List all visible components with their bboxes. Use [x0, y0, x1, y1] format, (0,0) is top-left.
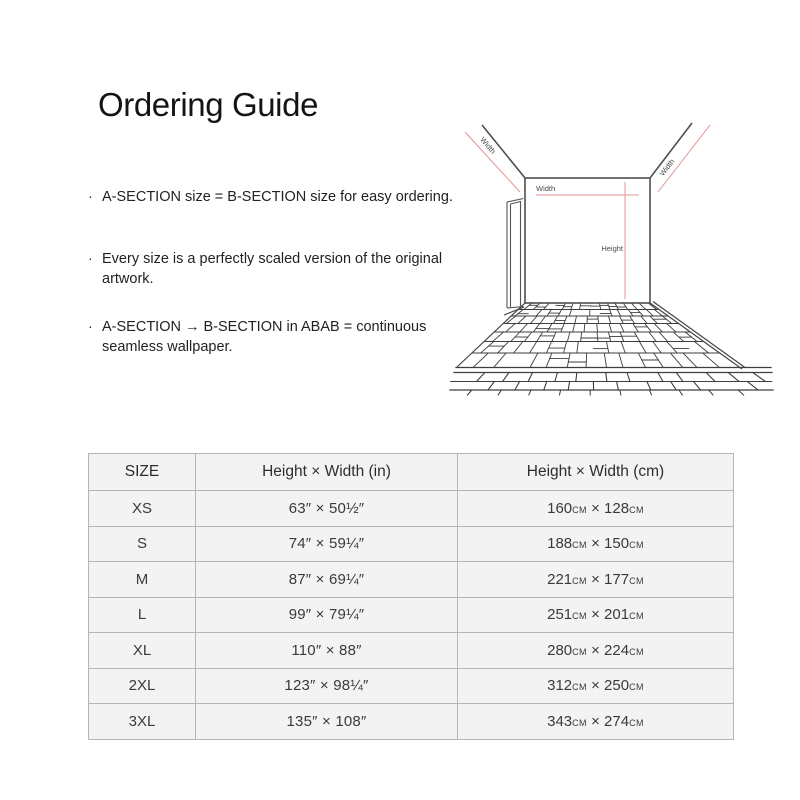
- size-table: [88, 453, 734, 740]
- cm-value: 177: [604, 570, 630, 588]
- inches-cell: 123″ × 98¼″: [196, 668, 458, 704]
- room-walls: [482, 123, 692, 303]
- tile-line: [728, 373, 739, 382]
- cm-unit: CM: [572, 717, 587, 728]
- tile-line: [584, 324, 585, 333]
- tile-line: [597, 332, 598, 342]
- tile-line: [493, 332, 504, 342]
- tile-line: [547, 324, 552, 333]
- tile-line: [627, 373, 630, 382]
- back-wall: [525, 178, 650, 303]
- cm-value: 188: [547, 535, 573, 553]
- cm-unit: CM: [629, 611, 644, 622]
- tile-line: [564, 316, 567, 324]
- tile-line: [518, 316, 526, 324]
- tile-line: [617, 382, 619, 391]
- cm-unit: CM: [572, 575, 587, 586]
- tile-line: [606, 373, 607, 382]
- cm-cell: 343CM × 274CM: [458, 704, 734, 740]
- tile-line: [552, 332, 556, 342]
- tile-line: [520, 324, 528, 333]
- cm-cell: 251CM × 201CM: [458, 597, 734, 633]
- cm-unit: CM: [572, 682, 587, 693]
- bullet-item: [88, 250, 483, 289]
- bullet-text: A-SECTION size = B-SECTION size for easy ordering.: [102, 189, 453, 205]
- tile-line: [575, 316, 577, 324]
- tile-line: [586, 353, 587, 368]
- header-cell-size: SIZE: [89, 454, 196, 491]
- table-row: [89, 491, 734, 527]
- tile-line: [694, 382, 701, 391]
- cm-unit: CM: [629, 646, 644, 657]
- tile-line: [546, 353, 552, 368]
- tile-line: [503, 373, 509, 382]
- tile-line: [467, 390, 472, 395]
- cm-unit: CM: [629, 540, 644, 551]
- tile-line: [666, 324, 676, 333]
- table-row: [89, 668, 734, 704]
- size-cell: M: [89, 562, 196, 598]
- cm-value: 312: [547, 677, 573, 695]
- table-row: [89, 526, 734, 562]
- cm-value: 251: [547, 606, 573, 624]
- cm-unit: CM: [572, 646, 587, 657]
- tile-line: [528, 373, 533, 382]
- tile-line: [633, 324, 639, 333]
- tile-line: [623, 303, 628, 310]
- cm-cell: 312CM × 250CM: [458, 668, 734, 704]
- width-label-ceiling-right: Width: [657, 157, 677, 178]
- tile-line: [658, 373, 663, 382]
- header-cell-cm: Height × Width (cm): [458, 454, 734, 491]
- cm-unit: CM: [572, 504, 587, 515]
- cm-value: 343: [547, 712, 573, 730]
- size-cell: S: [89, 526, 196, 562]
- tile-line: [576, 373, 577, 382]
- tile-line: [530, 353, 538, 368]
- tile-line: [607, 342, 609, 354]
- tile-line: [609, 324, 612, 333]
- tile-line: [524, 303, 532, 310]
- bullet-item: [88, 188, 483, 208]
- cm-value: 250: [604, 677, 630, 695]
- bullet-dot: ·: [88, 319, 93, 335]
- tile-line: [650, 316, 658, 324]
- tile-line: [568, 382, 569, 391]
- size-cell: 2XL: [89, 668, 196, 704]
- tile-line: [577, 342, 579, 354]
- tile-line: [498, 390, 501, 395]
- tile-line: [647, 382, 651, 391]
- cm-unit: CM: [629, 717, 644, 728]
- tile-line: [679, 390, 682, 395]
- tile-line: [620, 324, 624, 333]
- tile-line: [540, 316, 546, 324]
- tile-line: [604, 353, 606, 368]
- cm-unit: CM: [572, 611, 587, 622]
- table-body: [89, 491, 734, 740]
- inches-cell: 99″ × 79¼″: [196, 597, 458, 633]
- room-illustration: [440, 105, 785, 400]
- tile-line: [514, 342, 523, 354]
- width-label-ceiling-left: Width: [478, 135, 498, 156]
- cm-value: 280: [547, 641, 573, 659]
- tile-line: [553, 316, 557, 324]
- tile-line: [620, 390, 621, 395]
- tile-line: [646, 310, 653, 317]
- tile-line: [631, 303, 637, 310]
- bullet-text: Every size is a perfectly scaled version of the original artwork.: [102, 251, 443, 287]
- tile-line: [533, 324, 539, 333]
- cm-value: 274: [604, 712, 630, 730]
- cm-value: 221: [547, 570, 573, 588]
- size-cell: XL: [89, 633, 196, 669]
- cm-value: 150: [604, 535, 630, 553]
- inches-cell: 63″ × 50½″: [196, 491, 458, 527]
- tile-line: [598, 316, 599, 324]
- tile-line: [544, 303, 550, 310]
- inches-cell: 87″ × 69¼″: [196, 562, 458, 598]
- tile-line: [569, 310, 571, 317]
- tile-line: [645, 324, 652, 333]
- tile-line: [546, 342, 551, 354]
- tile-line: [477, 373, 485, 382]
- tile-line: [544, 382, 547, 391]
- tile-line: [610, 310, 612, 317]
- tile-line: [597, 324, 598, 333]
- bullet-text: A-SECTION → B-SECTION in ABAB = continuous seamless wallpaper.: [102, 319, 427, 355]
- tile-line: [560, 390, 561, 395]
- floor-tiles: [450, 303, 773, 395]
- door: [507, 199, 524, 309]
- size-cell: 3XL: [89, 704, 196, 740]
- height-label: Height: [601, 244, 623, 253]
- cm-value: 224: [604, 641, 630, 659]
- table-header-row: [89, 454, 734, 491]
- header-cell-inches: Height × Width (in): [196, 454, 458, 491]
- tile-line: [753, 373, 766, 382]
- tile-line: [738, 390, 744, 395]
- table-row: [89, 597, 734, 633]
- tile-line: [537, 332, 543, 342]
- tile-line: [530, 316, 537, 324]
- cm-unit: CM: [629, 504, 644, 515]
- tile-line: [536, 310, 542, 317]
- cm-value: 128: [604, 499, 630, 517]
- tile-line: [567, 353, 570, 368]
- tile-line: [555, 373, 558, 382]
- tile-line: [671, 382, 677, 391]
- bullet-dot: ·: [88, 189, 93, 205]
- tile-line: [567, 332, 570, 342]
- width-label-wall: Width: [536, 184, 556, 193]
- bullet-item: [88, 318, 483, 357]
- table-row: [89, 633, 734, 669]
- tile-line: [506, 324, 516, 333]
- tile-line: [473, 353, 488, 368]
- inches-cell: 110″ × 88″: [196, 633, 458, 669]
- size-cell: L: [89, 597, 196, 633]
- tile-line: [653, 342, 662, 354]
- inches-cell: 74″ × 59¼″: [196, 526, 458, 562]
- tile-line: [581, 332, 582, 342]
- tile-line: [667, 342, 678, 354]
- tile-line: [683, 353, 697, 368]
- tile-line: [659, 332, 668, 342]
- tile-line: [494, 353, 507, 368]
- cm-unit: CM: [629, 575, 644, 586]
- tile-line: [706, 373, 715, 382]
- tile-line: [634, 332, 640, 342]
- cm-cell: 160CM × 128CM: [458, 491, 734, 527]
- size-cell: XS: [89, 491, 196, 527]
- tile-line: [529, 390, 531, 395]
- tile-line: [747, 382, 758, 391]
- cm-value: 160: [547, 499, 573, 517]
- tile-line: [561, 324, 564, 333]
- table-row: [89, 562, 734, 598]
- tile-line: [619, 353, 623, 368]
- tile-line: [676, 373, 683, 382]
- tile-line: [564, 342, 567, 354]
- tile-line: [649, 390, 651, 395]
- cm-cell: 280CM × 224CM: [458, 633, 734, 669]
- inches-cell: 135″ × 108″: [196, 704, 458, 740]
- cm-unit: CM: [572, 540, 587, 551]
- tile-line: [639, 303, 646, 310]
- page-title: Ordering Guide: [98, 86, 319, 123]
- tile-line: [639, 342, 646, 354]
- cm-cell: 221CM × 177CM: [458, 562, 734, 598]
- cm-cell: 188CM × 150CM: [458, 526, 734, 562]
- tile-line: [498, 342, 509, 354]
- tile-line: [530, 342, 537, 354]
- tile-line: [573, 324, 575, 333]
- tile-line: [621, 342, 625, 354]
- tile-line: [617, 310, 620, 317]
- tile-line: [649, 332, 656, 342]
- tile-line: [709, 390, 713, 395]
- cm-value: 201: [604, 606, 630, 624]
- cm-unit: CM: [629, 682, 644, 693]
- tile-line: [654, 324, 662, 333]
- tile-line: [703, 353, 720, 368]
- tile-line: [608, 316, 610, 324]
- tile-line: [515, 382, 520, 391]
- tile-line: [641, 316, 647, 324]
- tile-line: [488, 382, 495, 391]
- bullet-dot: ·: [88, 251, 93, 267]
- tile-line: [671, 353, 683, 368]
- ceiling-right-line: [650, 123, 692, 178]
- table-row: [89, 704, 734, 740]
- tile-line: [533, 303, 540, 310]
